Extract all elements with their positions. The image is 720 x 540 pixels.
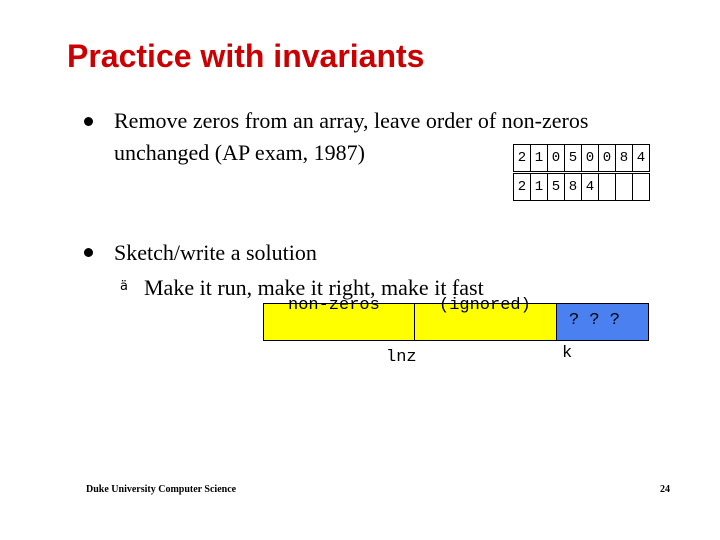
sub-bullet-marker: ä <box>120 279 128 294</box>
page-number: 24 <box>660 484 670 495</box>
invariant-unknown-label: ? ? ? <box>569 311 621 330</box>
array-after-cell: 5 <box>547 173 565 201</box>
invariant-unknown-region <box>556 303 649 341</box>
array-before <box>513 144 650 172</box>
bullet-1-dot <box>84 117 93 126</box>
index-k-label: k <box>562 344 573 363</box>
footer-affiliation: Duke University Computer Science <box>86 484 237 495</box>
array-after-cell: 4 <box>581 173 599 201</box>
array-after-cell: 2 <box>513 173 531 201</box>
invariant-nonzeros-label: non-zeros <box>288 296 380 315</box>
array-before-cell: 0 <box>547 144 565 172</box>
array-after-cell <box>632 173 650 201</box>
array-before-cell: 2 <box>513 144 531 172</box>
bullet-2-sub-1: Make it run, make it right, make it fast <box>144 275 484 300</box>
array-before-cell: 1 <box>530 144 548 172</box>
bullet-2-dot <box>84 248 93 257</box>
array-before-cell: 4 <box>632 144 650 172</box>
array-before-cell: 0 <box>581 144 599 172</box>
bullet-2-line-1: Sketch/write a solution <box>114 240 317 265</box>
invariant-ignored-region <box>414 296 557 341</box>
invariant-ignored-label: (ignored) <box>439 296 531 315</box>
array-after-cell <box>615 173 633 201</box>
array-after-cell <box>598 173 616 201</box>
bullet-1-line-1: Remove zeros from an array, leave order of non-zeros <box>114 108 589 133</box>
array-after <box>513 173 650 201</box>
array-after-cell: 8 <box>564 173 582 201</box>
array-before-cell: 5 <box>564 144 582 172</box>
array-before-cell: 8 <box>615 144 633 172</box>
invariant-nonzeros-region <box>263 296 415 341</box>
array-after-cell: 1 <box>530 173 548 201</box>
bullet-1-line-2: unchanged (AP exam, 1987) <box>114 140 365 165</box>
index-lnz-label: lnz <box>386 348 417 367</box>
slide-title: Practice with invariants <box>67 38 425 74</box>
array-before-cell: 0 <box>598 144 616 172</box>
